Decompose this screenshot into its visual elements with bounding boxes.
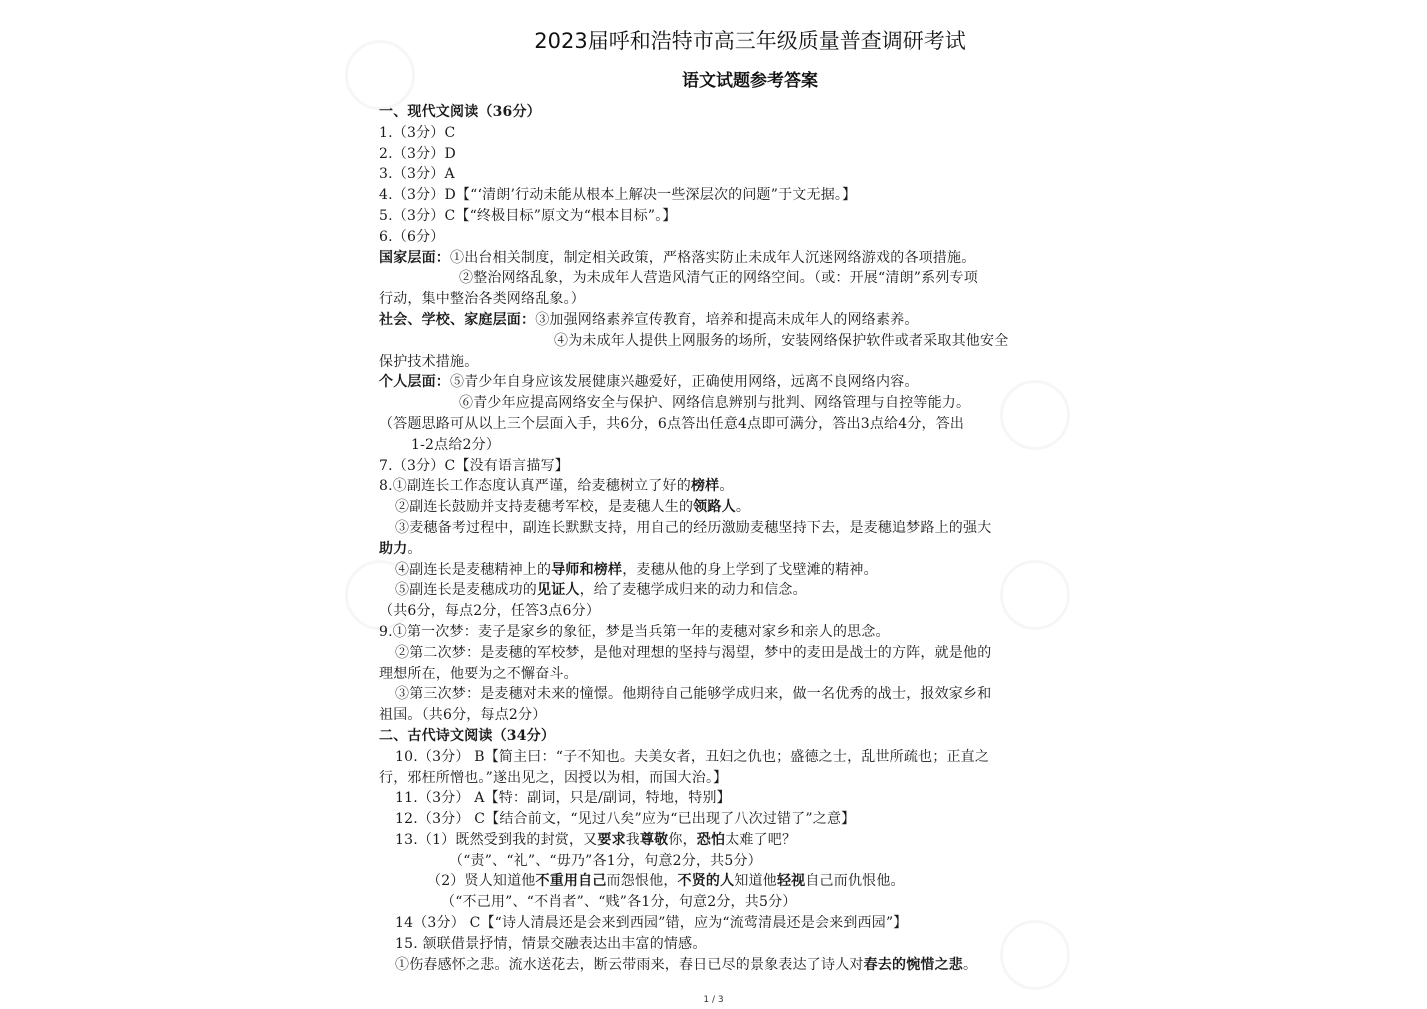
- emphasis-text: 榜样: [690, 478, 720, 495]
- emphasis-text: 春去的惋惜之悲: [863, 956, 964, 973]
- line-text: ⑤青少年自身应该发展健康兴趣爱好，正确使用网络，远离不良网络内容。: [450, 374, 919, 391]
- emphasis-text: 恐怕: [696, 831, 726, 848]
- line-text: 6.（6分）: [379, 228, 445, 245]
- answer-line: [379, 352, 1079, 373]
- line-text: 1.（3分）C: [379, 124, 456, 141]
- answer-line: [379, 372, 1079, 393]
- line-text: 7.（3分）C【没有语言描写】: [379, 457, 569, 474]
- line-text: 2.（3分）D: [379, 145, 456, 162]
- answer-line: [379, 580, 1079, 601]
- line-text: 。: [719, 478, 734, 495]
- emphasis-text: 个人层面：: [379, 374, 450, 391]
- line-text: ④为未成年人提供上网服务的场所，安装网络保护软件或者采取其他安全: [554, 332, 1009, 349]
- line-text: 我: [625, 831, 640, 848]
- line-text: 9.①第一次梦：麦子是家乡的象征，梦是当兵第一年的麦穗对家乡和亲人的思念。: [379, 623, 890, 640]
- line-text: ①出台相关制度，制定相关政策，严格落实防止未成年人沉迷网络游戏的各项措施。: [450, 249, 976, 266]
- answer-line: [379, 892, 1079, 913]
- line-text: ⑤副连长是麦穗成功的: [395, 582, 537, 599]
- line-text: ②副连长鼓励并支持麦穗考军校，是麦穗人生的: [395, 499, 694, 516]
- answer-line: [379, 456, 1079, 477]
- answer-line: [379, 518, 1079, 539]
- line-text: 13.（1）既然受到我的封赏，又: [395, 831, 598, 848]
- line-text: 1-2点给2分）: [411, 436, 501, 453]
- answer-line: [379, 144, 1079, 165]
- answer-line: [379, 331, 1079, 352]
- answer-line: [379, 164, 1079, 185]
- answer-line: [379, 747, 1079, 768]
- line-text: 4.（3分）D【“‘清朗’行动未能从根本上解决一些深层次的问题”于文无据。】: [379, 187, 857, 204]
- answer-line: [379, 851, 1079, 872]
- line-text: 行，邪枉所憎也。”遂出见之，因授以为相，而国大治。】: [379, 769, 728, 786]
- answer-line: [379, 268, 1079, 289]
- answer-line: [379, 476, 1079, 497]
- answer-line: [379, 913, 1079, 934]
- emphasis-text: 轻视: [776, 873, 806, 890]
- answer-body: [379, 102, 1079, 975]
- emphasis-text: 助力: [379, 540, 408, 557]
- emphasis-text: 尊敬: [639, 831, 669, 848]
- answer-line: [379, 206, 1079, 227]
- answer-line: [379, 664, 1079, 685]
- line-text: 二、古代诗文阅读（34分）: [379, 727, 556, 744]
- emphasis-text: 社会、学校、家庭层面：: [379, 311, 536, 328]
- line-text: 祖国。（共6分，每点2分）: [379, 707, 547, 724]
- line-text: 理想所在，他要为之不懈奋斗。: [379, 665, 578, 682]
- answer-line: [379, 809, 1079, 830]
- line-text: 。: [407, 540, 422, 557]
- section-heading: [379, 102, 1079, 123]
- line-text: （“责”、“礼”、“毋乃”各1分，句意2分，共5分）: [449, 852, 762, 869]
- answer-line: [379, 123, 1079, 144]
- answer-line: [379, 185, 1079, 206]
- answer-line: [379, 768, 1079, 789]
- answer-line: [379, 601, 1079, 622]
- line-text: （共6分，每点2分，任答3点6分）: [379, 603, 601, 620]
- line-text: ，给了麦穗学成归来的动力和信念。: [579, 582, 807, 599]
- line-text: ③加强网络素养宣传教育，培养和提高未成年人的网络素养。: [535, 311, 919, 328]
- answer-line: [379, 705, 1079, 726]
- line-text: ①伤春感怀之悲。流水送花去，断云带雨来，春日已尽的景象表达了诗人对: [395, 956, 864, 973]
- line-text: 8.①副连长工作态度认真严谨，给麦穗树立了好的: [379, 478, 691, 495]
- line-text: 一、现代文阅读（36分）: [379, 104, 541, 120]
- line-text: 5.（3分）C【“终极目标”原文为“根本目标”。】: [379, 207, 677, 224]
- line-text: ，麦穗从他的身上学到了戈壁滩的精神。: [622, 561, 878, 578]
- answer-line: [379, 248, 1079, 269]
- line-text: 行动，集中整治各类网络乱象。）: [379, 291, 585, 308]
- line-text: 太难了吧？: [725, 831, 797, 848]
- answer-line: [379, 393, 1079, 414]
- answer-line: [379, 539, 1079, 560]
- line-text: 14（3分） C【“诗人清晨还是会来到西园”错，应为“流莺清晨还是会来到西园”】: [395, 915, 908, 932]
- document-subtitle: 语文试题参考答案: [682, 71, 818, 91]
- line-text: ②整治网络乱象，为未成年人营造风清气正的网络空间。（或：开展“清朗”系列专项: [459, 270, 978, 287]
- answer-line: [379, 560, 1079, 581]
- line-text: 而怨恨他，: [606, 873, 678, 890]
- answer-line: [379, 289, 1079, 310]
- answer-line: [379, 788, 1079, 809]
- line-text: 10.（3分） B【简主曰：“子不知也。夫美女者，丑妇之仇也；盛德之士，乱世所疏也；正直之: [395, 748, 990, 765]
- line-text: 你，: [668, 831, 697, 848]
- answer-line: [379, 684, 1079, 705]
- answer-line: [379, 955, 1079, 976]
- line-text: 12.（3分） C【结合前文，“见过八矣”应为“已出现了八次过错了”之意】: [395, 811, 856, 828]
- section-heading: [379, 726, 1079, 747]
- answer-line: [379, 414, 1079, 435]
- answer-line: [379, 227, 1079, 248]
- line-text: 3.（3分）A: [379, 166, 455, 183]
- line-text: 知道他: [734, 873, 777, 890]
- line-text: ③第三次梦：是麦穗对未来的憧憬。他期待自己能够学成归来，做一名优秀的战士，报效家乡和: [395, 686, 992, 703]
- emphasis-text: 导师和榜样: [551, 561, 623, 578]
- line-text: ⑥青少年应提高网络安全与保护、网络信息辨别与批判、网络管理与自控等能力。: [459, 395, 971, 412]
- line-text: （2）贤人知道他: [427, 873, 536, 890]
- line-text: ④副连长是麦穗精神上的: [395, 561, 552, 578]
- line-text: 15. 颔联借景抒情，情景交融表达出丰富的情感。: [395, 935, 707, 952]
- emphasis-text: 不重用自己: [535, 873, 607, 890]
- emphasis-text: 领路人: [693, 499, 736, 516]
- answer-line: [379, 435, 1079, 456]
- emphasis-text: 不贤的人: [677, 873, 735, 890]
- emphasis-text: 见证人: [537, 582, 580, 599]
- line-text: （“不己用”、“不肖者”、“贱”各1分，句意2分，共5分）: [441, 894, 797, 911]
- line-text: 。: [735, 499, 751, 516]
- line-text: 保护技术措施。: [379, 353, 479, 370]
- emphasis-text: 国家层面：: [379, 249, 450, 266]
- emphasis-text: 要求: [597, 831, 626, 848]
- answer-line: [379, 934, 1079, 955]
- line-text: 自己而仇恨他。: [805, 873, 905, 890]
- answer-line: [379, 497, 1079, 518]
- answer-line: [379, 871, 1079, 892]
- answer-line: [379, 643, 1079, 664]
- line-text: 11.（3分） A【特：副词，只是/副词，特地，特别】: [395, 790, 731, 807]
- line-text: ③麦穗备考过程中，副连长默默支持，用自己的经历激励麦穗坚持下去，是麦穗追梦路上的强大: [395, 519, 992, 536]
- page-number: 1 / 3: [703, 995, 724, 1005]
- line-text: （答题思路可从以上三个层面入手，共6分，6点答出任意4点即可满分，答出3点给4分，答出: [379, 415, 965, 432]
- answer-line: [379, 830, 1079, 851]
- answer-line: [379, 622, 1079, 643]
- line-text: 。: [963, 956, 978, 973]
- document-title: 2023届呼和浩特市高三年级质量普查调研考试: [534, 29, 966, 53]
- answer-line: [379, 310, 1079, 331]
- line-text: ②第二次梦：是麦穗的军校梦，是他对理想的坚持与渴望，梦中的麦田是战士的方阵，就是他的: [395, 644, 992, 661]
